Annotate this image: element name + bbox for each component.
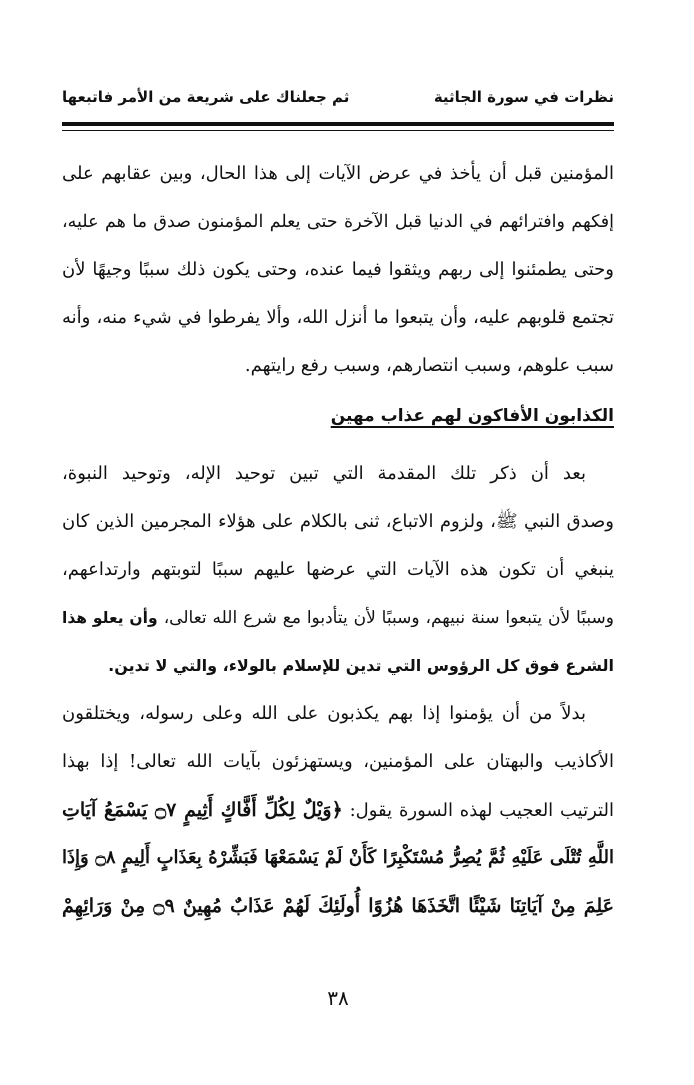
- text-line: الأكاذيب والبهتان على المؤمنين، ويستهزئون بآيات الله تعالى! إذا بهذا: [62, 751, 614, 772]
- emphasis-line: الشرع فوق كل الرؤوس التي تدين للإسلام بالولاء، والتي لا تدين.: [108, 656, 614, 675]
- text-line: تجتمع قلوبهم عليه، وأن يتبعوا ما أنزل الله، وألا يفرطوا في شيء منه، وأنه: [62, 307, 614, 328]
- header-rule-thin: [62, 130, 614, 131]
- page-number: ٣٨: [327, 986, 349, 1010]
- section-heading-text: الكذابون الأفاكون لهم عذاب مهين: [330, 406, 614, 426]
- quran-verse-line: عَلِمَ مِنْ آيَاتِنَا شَيْئًا اتَّخَذَهَا هُزُوًا أُولَئِكَ لَهُمْ عَذَابٌ مُهِينٌ ۝٩ مِنْ وَرَائِهِمْ: [62, 895, 614, 917]
- text-line: المؤمنين قبل أن يأخذ في عرض الآيات إلى هذا الحال، وبين عقابهم على: [62, 163, 614, 184]
- text-line: بعد أن ذكر تلك المقدمة التي تبين توحيد الإله، وتوحيد النبوة،: [62, 463, 586, 484]
- emphasis-text: وأن يعلو هذا: [62, 609, 158, 627]
- quran-verse: ﴿وَيْلٌ لِكُلِّ أَفَّاكٍ أَثِيمٍ ۝٧ يَسْمَعُ آيَاتِ: [62, 799, 343, 821]
- text-line: سبب علوهم، وسبب انتصارهم، وسبب رفع رايتهم.: [244, 355, 614, 376]
- text-line: إفكهم وافترائهم في الدنيا قبل الآخرة حتى يعلم المؤمنون صدق ما هم عليه،: [62, 212, 614, 232]
- body-text: [62, 150, 614, 930]
- text-line: [62, 594, 614, 642]
- text-line: [62, 786, 614, 834]
- page-content: [62, 70, 614, 1030]
- running-header: [62, 82, 614, 112]
- section-heading: [62, 390, 614, 450]
- text-line: وصدق النبي ﷺ، ولزوم الاتباع، ثنى بالكلام على هؤلاء المجرمين الذين كان: [62, 511, 614, 532]
- chapter-title: ثم جعلناك على شريعة من الأمر فاتبعها: [62, 88, 350, 106]
- text-line: وحتى يطمئنوا إلى ربهم ويثقوا فيما عنده، وحتى يكون ذلك سببًا وجيهًا لأن: [62, 259, 614, 280]
- text-run: وسببًا لأن يتبعوا سنة نبيهم، وسببًا لأن يتأدبوا مع شرع الله تعالى،: [163, 608, 614, 628]
- paragraph-1: [62, 150, 614, 390]
- text-line: ينبغي أن تكون هذه الآيات التي عرضها عليهم سببًا لتوبتهم وارتداعهم،: [62, 559, 614, 580]
- header-rule-thick: [62, 122, 614, 126]
- book-title: نظرات في سورة الجاثية: [433, 88, 614, 106]
- paragraph-2: [62, 450, 614, 690]
- text-run: الترتيب العجيب لهذه السورة يقول:: [349, 800, 614, 821]
- paragraph-3: [62, 690, 614, 930]
- text-line: بدلاً من أن يؤمنوا إذا بهم يكذبون على الله وعلى رسوله، ويختلقون: [62, 703, 586, 724]
- quran-verse-line: اللَّهِ تُتْلَى عَلَيْهِ ثُمَّ يُصِرُّ مُسْتَكْبِرًا كَأَنْ لَمْ يَسْمَعْهَا فَبَشِّرْهُ بِعَذَابٍ أَلِيمٍ ۝٨ وَإِذَا: [62, 847, 614, 868]
